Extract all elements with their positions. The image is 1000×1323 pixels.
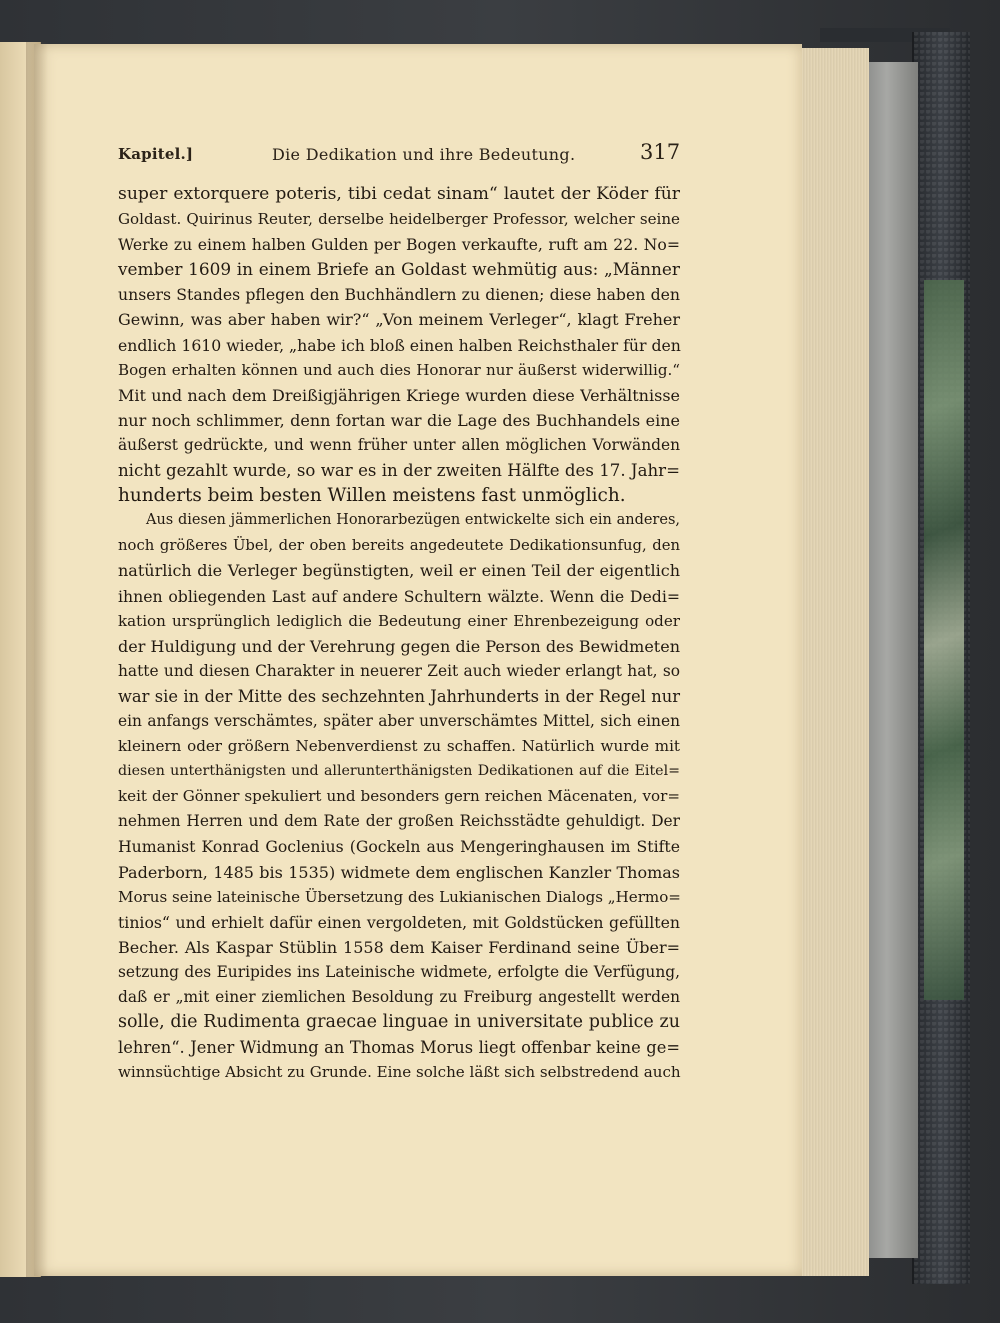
text-line: war sie in der Mitte des sechzehnten Jahrhunderts in der Regel nur (118, 686, 680, 706)
book-gutter (26, 42, 48, 1277)
text-line: ein anfangs verschämtes, später aber unverschämtes Mittel, sich einen (118, 711, 680, 730)
text-line: der Huldigung und der Verehrung gegen die Person des Bewidmeten (118, 636, 680, 656)
text-line: daß er „mit einer ziemlichen Besoldung zu Freiburg angestellt werden (118, 988, 680, 1006)
text-line: kation ursprünglich lediglich die Bedeutung einer Ehrenbezeigung oder (118, 611, 680, 630)
text-line: hatte und diesen Charakter in neuerer Zeit auch wieder erlangt hat, so (118, 661, 680, 680)
page-block-shadow (866, 62, 918, 1258)
text-line: winnsüchtige Absicht zu Grunde. Eine solche läßt sich selbstredend auch (118, 1063, 681, 1082)
text-line: lehren“. Jener Widmung an Thomas Morus liegt offenbar keine ge= (118, 1038, 680, 1058)
text-line: Morus seine lateinische Übersetzung des Lukianischen Dialogs „Hermo= (118, 887, 681, 906)
text-line: noch größeres Übel, der oben bereits angedeutete Dedikationsunfug, den (118, 537, 680, 555)
text-line-paragraph-end: hunderts beim besten Willen meistens fast unmöglich. (118, 485, 626, 507)
text-line: nur noch schlimmer, denn fortan war die Lage des Buchhandels eine (118, 410, 680, 430)
text-line: solle, die Rudimenta graecae linguae in universitate publice zu (118, 1012, 680, 1033)
running-head-left: Kapitel.] (118, 145, 194, 163)
text-line: tinios“ und erhielt dafür einen vergoldeten, mit Goldstücken gefüllten (118, 912, 680, 932)
text-line: Mit und nach dem Dreißigjährigen Kriege wurden diese Verhältnisse (118, 385, 680, 405)
text-line: super extorquere poteris, tibi cedat sinam“ lautet der Köder für (118, 184, 680, 204)
body-text (118, 182, 680, 1085)
text-line: unsers Standes pflegen den Buchhändlern zu dienen; diese haben den (118, 285, 680, 305)
page-edges (796, 48, 869, 1276)
page-number: 317 (640, 140, 681, 164)
text-line: nicht gezahlt wurde, so war es in der zweiten Hälfte des 17. Jahr= (118, 461, 680, 481)
text-line: ihnen obliegenden Last auf andere Schultern wälzte. Wenn die Dedi= (118, 586, 680, 606)
text-line: endlich 1610 wieder, „habe ich bloß einen halben Reichsthaler für den (118, 335, 681, 355)
text-line: äußerst gedrückte, und wenn früher unter allen möglichen Vorwänden (118, 435, 680, 454)
text-line: Becher. Als Kaspar Stüblin 1558 dem Kaiser Ferdinand seine Über= (118, 937, 680, 957)
text-line: keit der Gönner spekuliert und besonders gern reichen Mäcenaten, vor= (118, 787, 680, 806)
text-line: diesen unterthänigsten und allerunterthänigsten Dedikationen auf die Eitel= (118, 763, 680, 780)
running-head-title: Die Dedikation und ihre Bedeutung. (272, 145, 576, 164)
text-line: natürlich die Verleger begünstigten, weil er einen Teil der eigentlich (118, 561, 680, 581)
text-line: Paderborn, 1485 bis 1535) widmete dem englischen Kanzler Thomas (118, 862, 680, 882)
text-line: Bogen erhalten können und auch dies Honorar nur äußerst widerwillig.“ (118, 360, 680, 379)
text-line: Humanist Konrad Goclenius (Gockeln aus Mengeringhausen im Stifte (118, 837, 680, 857)
marbled-endpaper (924, 280, 964, 1000)
text-line: Goldast. Quirinus Reuter, derselbe heidelberger Professor, welcher seine (118, 210, 680, 229)
text-line: vember 1609 in einem Briefe an Goldast wehmütig aus: „Männer (118, 259, 680, 280)
text-line: setzung des Euripides ins Lateinische widmete, erfolgte die Verfügung, (118, 962, 680, 981)
text-line: nehmen Herren und dem Rate der großen Reichsstädte gehuldigt. Der (118, 812, 680, 831)
text-line-paragraph-start: Aus diesen jämmerlichen Honorarbezügen entwickelte sich ein anderes, (146, 512, 680, 529)
text-line: kleinern oder größern Nebenverdienst zu schaffen. Natürlich wurde mit (118, 737, 680, 756)
text-line: Werke zu einem halben Gulden per Bogen verkaufte, ruft am 22. No= (118, 235, 680, 255)
text-line: Gewinn, was aber haben wir?“ „Von meinem Verleger“, klagt Freher (118, 310, 680, 330)
